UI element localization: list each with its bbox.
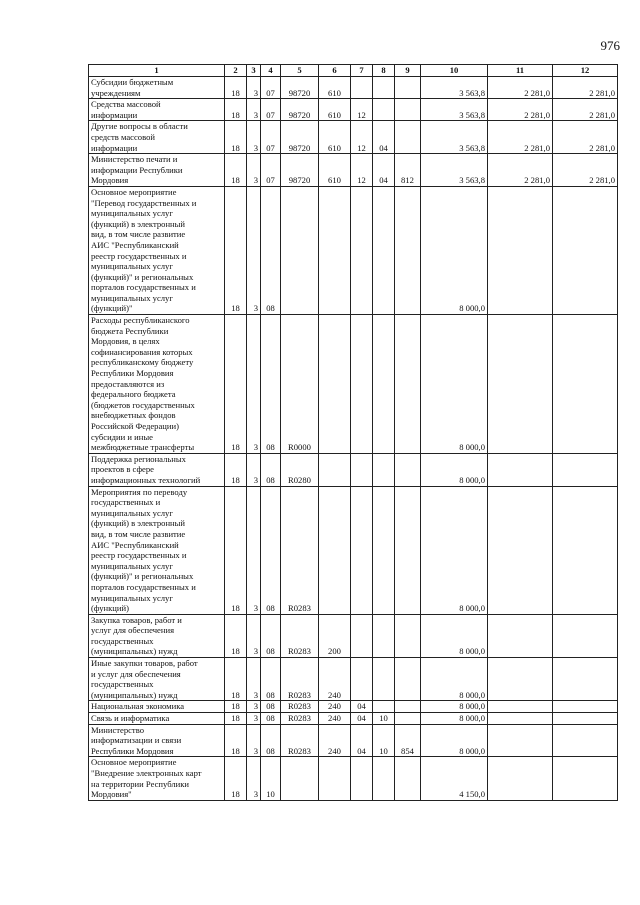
cell-c9 — [395, 315, 421, 454]
cell-c8 — [373, 614, 395, 657]
cell-c11 — [488, 701, 553, 713]
cell-c7 — [351, 614, 373, 657]
cell-c6: 610 — [319, 99, 351, 121]
cell-c10: 8 000,0 — [421, 614, 488, 657]
cell-c12 — [553, 186, 618, 314]
cell-c7 — [351, 486, 373, 614]
cell-c9 — [395, 186, 421, 314]
cell-c10: 8 000,0 — [421, 315, 488, 454]
cell-c8 — [373, 186, 395, 314]
row-name-cell — [89, 154, 225, 187]
cell-c6: 610 — [319, 121, 351, 154]
cell-c5: R0283 — [281, 658, 319, 701]
col-header: 9 — [395, 65, 421, 77]
row-name-cell — [89, 453, 225, 486]
cell-c2: 18 — [225, 77, 247, 99]
row-name-cell — [89, 757, 225, 800]
page-number: 976 — [600, 38, 620, 53]
cell-c3: 3 — [247, 486, 261, 614]
row-name: Национальная экономика — [91, 701, 185, 712]
cell-c2: 18 — [225, 453, 247, 486]
cell-c4: 07 — [261, 154, 281, 187]
cell-c10: 3 563,8 — [421, 154, 488, 187]
cell-c8 — [373, 658, 395, 701]
cell-c3: 3 — [247, 658, 261, 701]
row-name-cell — [89, 658, 225, 701]
cell-c2: 18 — [225, 701, 247, 713]
cell-c4: 08 — [261, 701, 281, 713]
cell-c3: 3 — [247, 186, 261, 314]
cell-c5: 98720 — [281, 154, 319, 187]
cell-c12: 2 281,0 — [553, 77, 618, 99]
cell-c4: 07 — [261, 121, 281, 154]
cell-c6 — [319, 315, 351, 454]
cell-c10: 3 563,8 — [421, 77, 488, 99]
cell-c6: 610 — [319, 77, 351, 99]
row-name: Министерство информатизации и связи Республики Мордовия — [91, 724, 182, 756]
row-name: Иные закупки товаров, работ и услуг для обеспечения государственных (муниципальных) нужд — [91, 658, 198, 700]
cell-c11 — [488, 614, 553, 657]
cell-c4: 08 — [261, 486, 281, 614]
cell-c5: R0283 — [281, 614, 319, 657]
cell-c11 — [488, 757, 553, 800]
cell-c12 — [553, 701, 618, 713]
cell-c6: 610 — [319, 154, 351, 187]
row-name: Закупка товаров, работ и услуг для обеспечения государственных (муниципальных) нужд — [91, 614, 182, 657]
cell-c9 — [395, 658, 421, 701]
cell-c2: 18 — [225, 315, 247, 454]
cell-c3: 3 — [247, 701, 261, 713]
row-name-cell — [89, 99, 225, 121]
cell-c9 — [395, 121, 421, 154]
cell-c3: 3 — [247, 614, 261, 657]
col-header: 1 — [89, 65, 225, 77]
cell-c12: 2 281,0 — [553, 99, 618, 121]
row-name: Основное мероприятие "Внедрение электронных карт на территории Республики Мордовия" — [91, 757, 202, 800]
budget-table — [88, 64, 618, 801]
cell-c8: 10 — [373, 724, 395, 757]
cell-c5: R0280 — [281, 453, 319, 486]
cell-c10: 8 000,0 — [421, 186, 488, 314]
cell-c12: 2 281,0 — [553, 154, 618, 187]
cell-c2: 18 — [225, 658, 247, 701]
row-name-cell — [89, 713, 225, 725]
cell-c2: 18 — [225, 713, 247, 725]
cell-c3: 3 — [247, 77, 261, 99]
row-name-cell — [89, 614, 225, 657]
cell-c2: 18 — [225, 121, 247, 154]
cell-c5: 98720 — [281, 77, 319, 99]
cell-c8: 04 — [373, 121, 395, 154]
row-name-cell — [89, 701, 225, 713]
cell-c12 — [553, 614, 618, 657]
cell-c4: 08 — [261, 713, 281, 725]
cell-c3: 3 — [247, 154, 261, 187]
cell-c11 — [488, 658, 553, 701]
col-header: 6 — [319, 65, 351, 77]
cell-c6 — [319, 186, 351, 314]
cell-c10: 8 000,0 — [421, 486, 488, 614]
cell-c9 — [395, 757, 421, 800]
cell-c5: R0283 — [281, 701, 319, 713]
cell-c7 — [351, 757, 373, 800]
cell-c12 — [553, 315, 618, 454]
cell-c10: 3 563,8 — [421, 99, 488, 121]
cell-c12: 2 281,0 — [553, 121, 618, 154]
cell-c3: 3 — [247, 121, 261, 154]
cell-c9 — [395, 99, 421, 121]
table-row — [89, 121, 618, 154]
table-row — [89, 701, 618, 713]
cell-c10: 8 000,0 — [421, 724, 488, 757]
row-name: Министерство печати и информации Республики Мордовия — [91, 154, 183, 186]
cell-c12 — [553, 453, 618, 486]
cell-c10: 8 000,0 — [421, 701, 488, 713]
cell-c5: R0283 — [281, 486, 319, 614]
cell-c5: R0283 — [281, 724, 319, 757]
cell-c9 — [395, 614, 421, 657]
cell-c3: 3 — [247, 713, 261, 725]
cell-c5: 98720 — [281, 121, 319, 154]
cell-c3: 3 — [247, 453, 261, 486]
row-name: Поддержка региональных проектов в сфере информационных технологий — [91, 453, 201, 485]
cell-c2: 18 — [225, 614, 247, 657]
cell-c3: 3 — [247, 757, 261, 800]
table-row — [89, 724, 618, 757]
cell-c6 — [319, 453, 351, 486]
cell-c2: 18 — [225, 186, 247, 314]
cell-c9 — [395, 713, 421, 725]
cell-c7: 04 — [351, 701, 373, 713]
cell-c3: 3 — [247, 315, 261, 454]
cell-c11: 2 281,0 — [488, 77, 553, 99]
cell-c12 — [553, 486, 618, 614]
cell-c8 — [373, 99, 395, 121]
row-name: Субсидии бюджетным учреждениям — [91, 77, 174, 98]
cell-c7 — [351, 186, 373, 314]
cell-c5: R0000 — [281, 315, 319, 454]
table-body — [89, 77, 618, 801]
cell-c8 — [373, 77, 395, 99]
col-header: 4 — [261, 65, 281, 77]
cell-c11: 2 281,0 — [488, 154, 553, 187]
cell-c4: 08 — [261, 658, 281, 701]
cell-c9: 812 — [395, 154, 421, 187]
row-name: Связь и информатика — [91, 713, 170, 724]
cell-c4: 07 — [261, 77, 281, 99]
cell-c11 — [488, 453, 553, 486]
cell-c11 — [488, 724, 553, 757]
cell-c6 — [319, 757, 351, 800]
cell-c5 — [281, 186, 319, 314]
col-header: 11 — [488, 65, 553, 77]
cell-c7 — [351, 453, 373, 486]
table-row — [89, 154, 618, 187]
cell-c8 — [373, 486, 395, 614]
cell-c7 — [351, 77, 373, 99]
col-header: 8 — [373, 65, 395, 77]
cell-c5 — [281, 757, 319, 800]
cell-c11 — [488, 486, 553, 614]
cell-c6: 200 — [319, 614, 351, 657]
cell-c12 — [553, 658, 618, 701]
cell-c9 — [395, 453, 421, 486]
cell-c4: 08 — [261, 186, 281, 314]
row-name-cell — [89, 186, 225, 314]
row-name-cell — [89, 486, 225, 614]
cell-c6 — [319, 486, 351, 614]
cell-c4: 10 — [261, 757, 281, 800]
cell-c9 — [395, 77, 421, 99]
cell-c8 — [373, 315, 395, 454]
cell-c9: 854 — [395, 724, 421, 757]
row-name: Основное мероприятие "Перевод государственных и муниципальных услуг (функций) в электронный вид, в том числе развитие АИС "Республиканский реестр государственных и муниципальных услуг (функций)" и региональных порталов государственных и муниципальных услуг (функций)" — [91, 186, 197, 314]
cell-c8 — [373, 453, 395, 486]
row-name-cell — [89, 121, 225, 154]
col-header: 10 — [421, 65, 488, 77]
cell-c2: 18 — [225, 757, 247, 800]
table-row — [89, 658, 618, 701]
cell-c10: 8 000,0 — [421, 658, 488, 701]
cell-c7 — [351, 315, 373, 454]
cell-c8 — [373, 701, 395, 713]
table-row — [89, 453, 618, 486]
cell-c6: 240 — [319, 658, 351, 701]
cell-c4: 08 — [261, 724, 281, 757]
cell-c8: 10 — [373, 713, 395, 725]
table-row — [89, 315, 618, 454]
table-row — [89, 186, 618, 314]
row-name: Другие вопросы в области средств массовой информации — [91, 121, 188, 153]
table-row — [89, 614, 618, 657]
cell-c2: 18 — [225, 486, 247, 614]
cell-c8 — [373, 757, 395, 800]
cell-c10: 8 000,0 — [421, 713, 488, 725]
row-name: Мероприятия по переводу государственных и муниципальных услуг (функций) в электронный вид, в том числе развитие АИС "Республиканский реестр государственных и муниципальных услуг (функций)" и региональных порталов государственных и муниципальных услуг (функций) — [91, 486, 196, 614]
cell-c12 — [553, 724, 618, 757]
cell-c9 — [395, 701, 421, 713]
cell-c7: 04 — [351, 713, 373, 725]
row-name-cell — [89, 315, 225, 454]
cell-c6: 240 — [319, 701, 351, 713]
cell-c7: 12 — [351, 121, 373, 154]
cell-c11: 2 281,0 — [488, 121, 553, 154]
cell-c9 — [395, 486, 421, 614]
cell-c3: 3 — [247, 724, 261, 757]
cell-c2: 18 — [225, 99, 247, 121]
cell-c5: 98720 — [281, 99, 319, 121]
table-row — [89, 99, 618, 121]
cell-c7: 12 — [351, 154, 373, 187]
row-name: Расходы республиканского бюджета Республики Мордовия, в целях софинансирования которых республиканскому бюджету Республики Мордовия предоставляются из федерального бюджета (бюджетов государственных внебюджетных фондов Российской Федерации) субсидии и иные межбюджетные трансферты — [91, 315, 195, 453]
cell-c7: 04 — [351, 724, 373, 757]
col-header: 12 — [553, 65, 618, 77]
row-name-cell — [89, 724, 225, 757]
table-row — [89, 77, 618, 99]
cell-c2: 18 — [225, 154, 247, 187]
cell-c4: 08 — [261, 315, 281, 454]
header-row — [89, 65, 618, 77]
row-name-cell — [89, 77, 225, 99]
cell-c10: 4 150,0 — [421, 757, 488, 800]
cell-c10: 8 000,0 — [421, 453, 488, 486]
cell-c7: 12 — [351, 99, 373, 121]
cell-c6: 240 — [319, 713, 351, 725]
col-header: 3 — [247, 65, 261, 77]
row-name: Средства массовой информации — [91, 99, 161, 120]
cell-c2: 18 — [225, 724, 247, 757]
cell-c12 — [553, 757, 618, 800]
cell-c11 — [488, 713, 553, 725]
table-row — [89, 713, 618, 725]
cell-c10: 3 563,8 — [421, 121, 488, 154]
cell-c12 — [553, 713, 618, 725]
cell-c11 — [488, 186, 553, 314]
cell-c11: 2 281,0 — [488, 99, 553, 121]
cell-c5: R0283 — [281, 713, 319, 725]
table-row — [89, 757, 618, 800]
cell-c7 — [351, 658, 373, 701]
cell-c3: 3 — [247, 99, 261, 121]
col-header: 2 — [225, 65, 247, 77]
cell-c6: 240 — [319, 724, 351, 757]
col-header: 5 — [281, 65, 319, 77]
cell-c4: 08 — [261, 614, 281, 657]
cell-c4: 07 — [261, 99, 281, 121]
cell-c11 — [488, 315, 553, 454]
table-row — [89, 486, 618, 614]
cell-c4: 08 — [261, 453, 281, 486]
cell-c8: 04 — [373, 154, 395, 187]
col-header: 7 — [351, 65, 373, 77]
